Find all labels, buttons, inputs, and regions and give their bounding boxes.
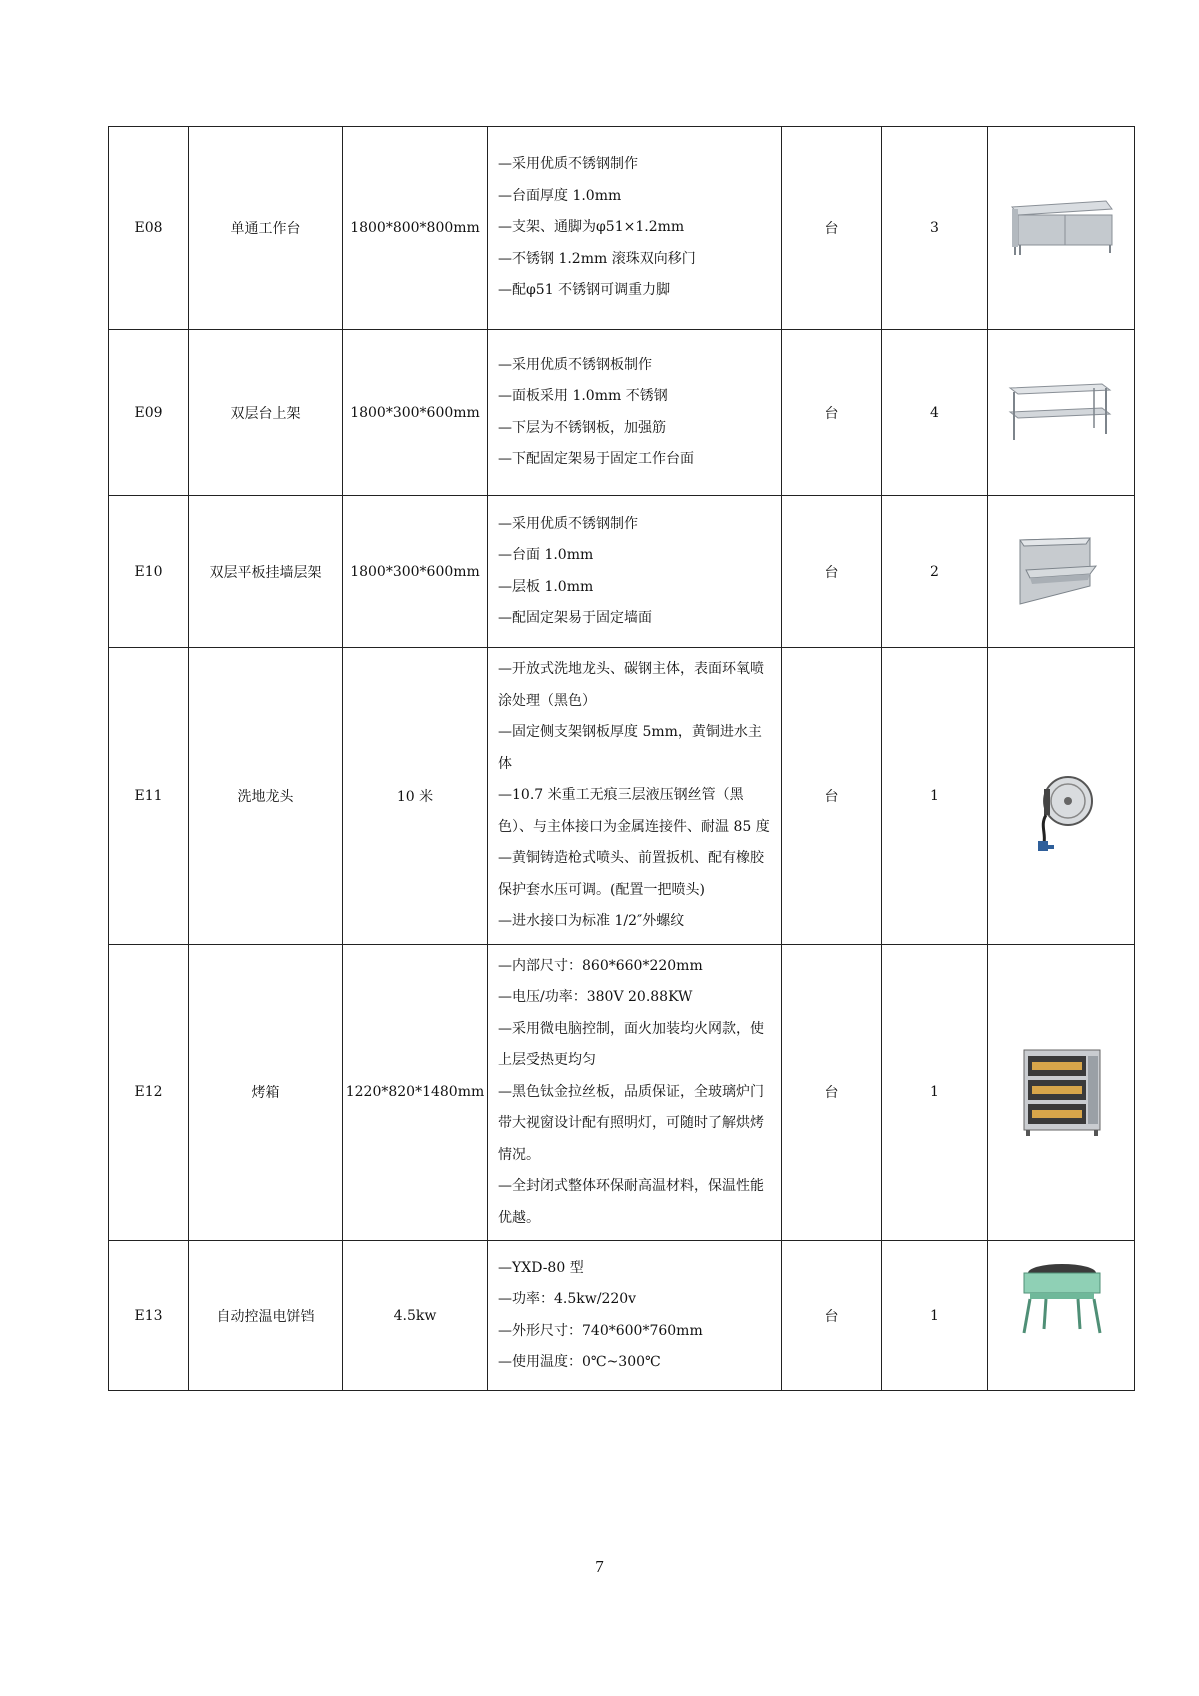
table-row <box>109 330 1135 496</box>
stainless-work-table-image <box>1006 195 1116 261</box>
item-description <box>488 330 782 496</box>
item-spec: 10 米 <box>343 648 488 945</box>
item-spec: 4.5kw <box>343 1241 488 1391</box>
desc-line: —层板 1.0mm <box>498 578 594 595</box>
item-name: 单通工作台 <box>189 127 343 330</box>
desc-line: —采用优质不锈钢制作 <box>498 515 638 532</box>
desc-line: —配固定架易于固定墙面 <box>498 610 652 626</box>
item-unit: 台 <box>782 496 882 648</box>
item-name: 洗地龙头 <box>189 648 343 945</box>
item-name: 双层平板挂墙层架 <box>189 496 343 648</box>
oven-image <box>1006 1044 1116 1140</box>
desc-line: —下配固定架易于固定工作台面 <box>498 451 694 467</box>
desc-line: —进水接口为标准 1/2″外螺纹 <box>498 913 685 929</box>
desc-line: —全封闭式整体环保耐高温材料，保温性能优越。 <box>498 1178 764 1226</box>
item-description <box>488 944 782 1241</box>
item-qty: 1 <box>882 1241 988 1391</box>
item-unit: 台 <box>782 1241 882 1391</box>
desc-line: —支架、通脚为φ51×1.2mm <box>498 219 685 236</box>
electric-griddle-image <box>1006 1259 1116 1339</box>
item-description <box>488 127 782 330</box>
item-image <box>988 648 1135 945</box>
desc-line: —10.7 米重工无痕三层液压钢丝管（黑色）、与主体接口为金属连接件、耐温 85 度 <box>498 787 770 835</box>
desc-line: —采用优质不锈钢板制作 <box>498 356 652 373</box>
hose-reel-image <box>1006 761 1116 871</box>
table-row <box>109 496 1135 648</box>
item-name: 双层台上架 <box>189 330 343 496</box>
desc-line: —电压/功率：380V 20.88KW <box>498 989 693 1005</box>
item-qty: 4 <box>882 330 988 496</box>
desc-line: —台面 1.0mm <box>498 547 594 563</box>
desc-line: —使用温度：0℃~300℃ <box>498 1354 661 1370</box>
item-qty: 1 <box>882 944 988 1241</box>
desc-line: —开放式洗地龙头、碳钢主体，表面环氧喷涂处理（黑色） <box>498 661 764 709</box>
item-unit: 台 <box>782 648 882 945</box>
wall-shelf-image <box>1006 534 1116 610</box>
double-shelf-rack-image <box>1006 378 1116 448</box>
item-unit: 台 <box>782 944 882 1241</box>
item-image <box>988 330 1135 496</box>
item-unit: 台 <box>782 127 882 330</box>
item-code: E09 <box>109 330 189 496</box>
item-qty: 3 <box>882 127 988 330</box>
desc-line: —面板采用 1.0mm 不锈钢 <box>498 388 668 404</box>
desc-line: —固定侧支架钢板厚度 5mm，黄铜进水主体 <box>498 724 762 772</box>
item-spec: 1800*300*600mm <box>343 496 488 648</box>
table-row <box>109 648 1135 945</box>
desc-line: —功率：4.5kw/220v <box>498 1291 637 1307</box>
item-spec: 1220*820*1480mm <box>343 944 488 1241</box>
desc-line: —配φ51 不锈钢可调重力脚 <box>498 282 671 299</box>
item-unit: 台 <box>782 330 882 496</box>
item-code: E10 <box>109 496 189 648</box>
desc-line: —台面厚度 1.0mm <box>498 187 622 204</box>
item-image <box>988 944 1135 1241</box>
table-row <box>109 1241 1135 1391</box>
item-code: E11 <box>109 648 189 945</box>
desc-line: —黄铜铸造枪式喷头、前置扳机、配有橡胶保护套水压可调。(配置一把喷头) <box>498 850 764 898</box>
item-code: E12 <box>109 944 189 1241</box>
desc-line: —不锈钢 1.2mm 滚珠双向移门 <box>498 250 696 267</box>
item-spec: 1800*800*800mm <box>343 127 488 330</box>
desc-line: —采用微电脑控制，面火加装均火网款，使上层受热更均匀 <box>498 1020 764 1068</box>
desc-line: —内部尺寸：860*660*220mm <box>498 957 703 974</box>
item-description <box>488 496 782 648</box>
table-row <box>109 944 1135 1241</box>
table-row <box>109 127 1135 330</box>
desc-line: —YXD-80 型 <box>498 1259 584 1276</box>
item-image <box>988 1241 1135 1391</box>
item-spec: 1800*300*600mm <box>343 330 488 496</box>
item-code: E08 <box>109 127 189 330</box>
item-qty: 2 <box>882 496 988 648</box>
item-code: E13 <box>109 1241 189 1391</box>
item-description <box>488 1241 782 1391</box>
desc-line: —采用优质不锈钢制作 <box>498 156 638 173</box>
item-qty: 1 <box>882 648 988 945</box>
desc-line: —黑色钛金拉丝板，品质保证，全玻璃炉门带大视窗设计配有照明灯，可随时了解烘烤情况。 <box>498 1083 764 1163</box>
item-image <box>988 127 1135 330</box>
equipment-table <box>108 126 1135 1391</box>
item-name: 烤箱 <box>189 944 343 1241</box>
desc-line: —下层为不锈钢板，加强筋 <box>498 419 666 436</box>
item-image <box>988 496 1135 648</box>
item-name: 自动控温电饼铛 <box>189 1241 343 1391</box>
desc-line: —外形尺寸：740*600*760mm <box>498 1322 703 1339</box>
page-number: 7 <box>595 1557 604 1576</box>
item-description <box>488 648 782 945</box>
